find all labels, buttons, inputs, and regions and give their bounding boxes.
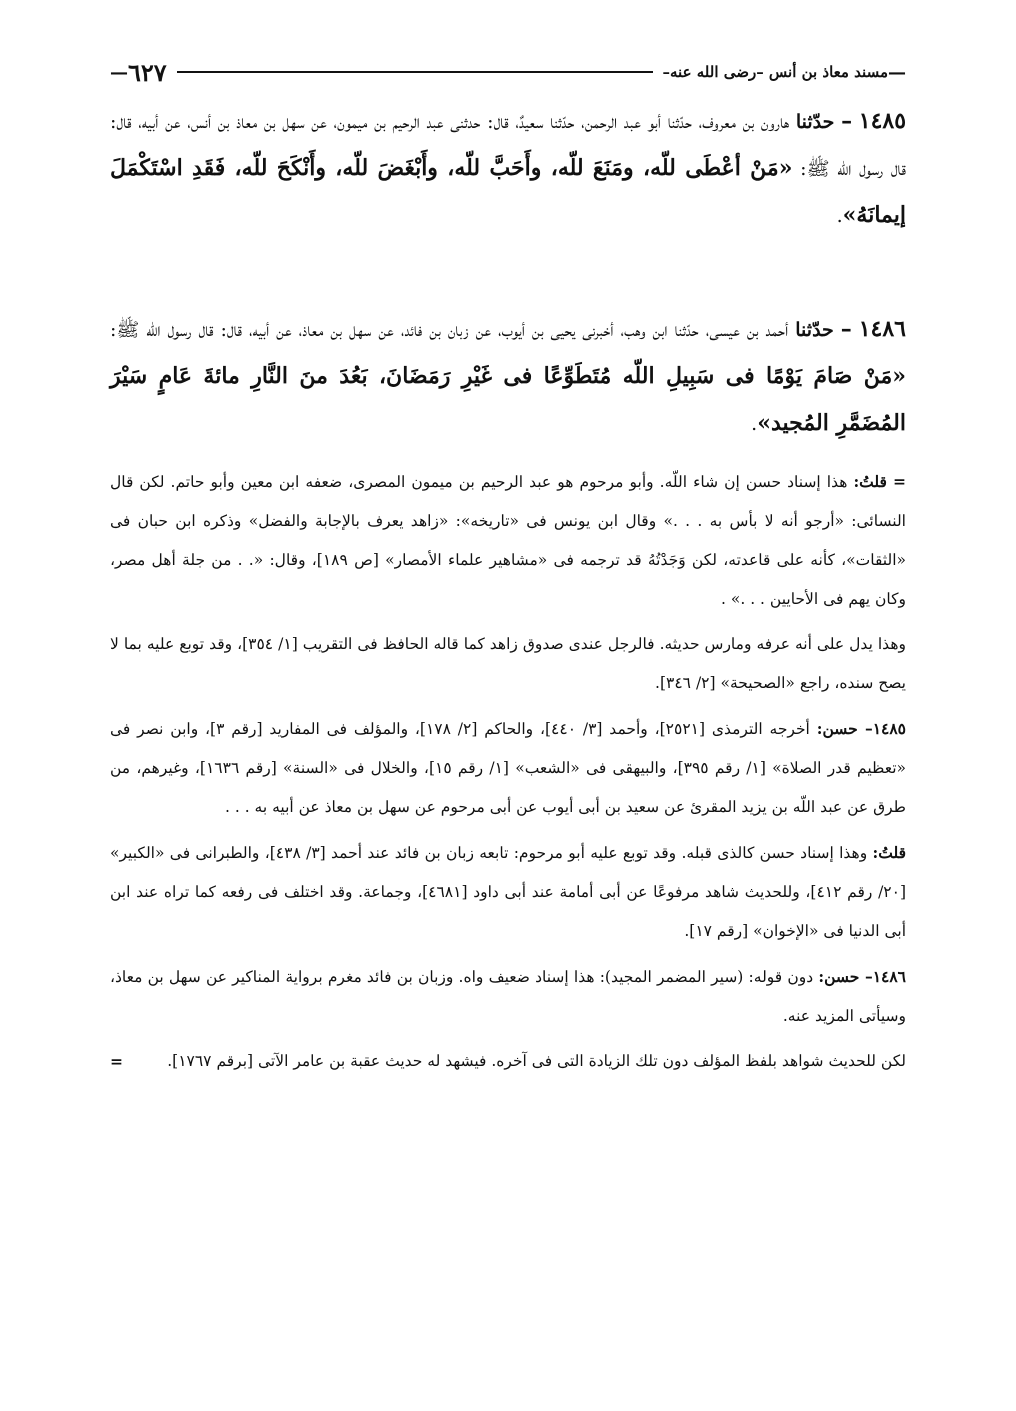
note-text: لكن للحديث شواهد بلفظ المؤلف دون تلك الزيادة التى فى آخره. فيشهد له حديث عقبة بن عامر الآتى [برقم ١٧٦٧]. (167, 1052, 906, 1070)
note-text: هذا إسناد حسن إن شاء اللّه. وأبو مرحوم هو عبد الرحيم بن ميمون المصرى، ضعفه ابن معين وأبو حاتم. لكن قال النسائى: «أرجو أنه لا بأس به . . .» وقال ابن يونس فى «تاريخه»: «زاهد يعرف بالإجابة والفضل» وذكره ابن حبان فى «الثقات»، كأنه على قاعدته، لكن وَجَدْتُهُ قد ترجمه فى «مشاهير علماء الأمصار» [ص ١٨٩]، وقال: «. . من جلة أهل مصر، وكان يهم فى الأحايين . . .» . (110, 473, 906, 608)
hadith-separator: – (841, 108, 853, 134)
footnotes (110, 462, 906, 1087)
note-paragraph (110, 957, 906, 1036)
isnad-text: هارون بن معروف، حدّثنا أبو عبد الرحمن، حدّثنا سعيدٌ، قال: حدثنى عبد الرحيم بن ميمون، عن سهل بن معاذ بن أنس، عن أبيه، قال: قال رسول اللّه ﷺ: (110, 111, 907, 180)
continuation-marker: = (892, 472, 906, 491)
matn-text: «مَنْ صَامَ يَوْمًا فى سَبِيلِ اللّه مُتَطَوِّعًا فى غَيْرِ رَمَضَانَ، بَعُدَ منَ النَّارِ مائةَ عَامٍ سَيْرَ المُضَمَّرِ المُجيد» (110, 363, 906, 436)
header-dash-end: — (110, 61, 128, 83)
note-qult: قلتُ: (872, 843, 906, 862)
isnad-text: أحمد بن عيسى، حدّثنا ابن وهب، أخبرنى يحيى بن أيوب، عن زبان بن فائد، عن سهل بن معاذ، عن أبيه، قال: قال رسول اللّه ﷺ: (110, 319, 789, 341)
header-rule (177, 71, 653, 73)
note-lead: ١٤٨٦– حسن: (818, 967, 907, 986)
matn-text: «مَنْ أعْطَى للّه، ومَنَعَ للّه، وأَحَبَّ للّه، وأَبْغَضَ للّه، وأَنْكَحَ للّه، فَقَدِ اسْتَكْمَلَ إيمانَهُ» (110, 155, 906, 228)
isnad-lead: حدّثنا (795, 111, 835, 133)
note-paragraph (110, 833, 906, 951)
continuation-marker-end: = (110, 1052, 123, 1071)
note-paragraph (110, 625, 906, 703)
hadith-separator: – (840, 316, 852, 342)
note-text: أخرجه الترمذى [٢٥٢١]، وأحمد [٣/ ٤٤٠]، والحاكم [٢/ ١٧٨]، والمؤلف فى المفاريد [رقم ٣]، وابن نصر فى «تعظيم قدر الصلاة» [١/ رقم ٣٩٥]، والبيهقى فى «الشعب» [١/ رقم ١٥]، والخلال فى «السنة» [رقم ١٦٣٦]، وغيرهم، من طرق عن عبد اللّه بن يزيد المقرئ عن سعيد بن أبى أيوب عن أبى مرحوم عن سهل بن معاذ عن أبيه به . . . (110, 720, 906, 816)
page-number: ٦٢٧ (128, 57, 167, 87)
hadith-1486 (110, 306, 906, 447)
page-header (110, 52, 906, 92)
hadith-number: ١٤٨٥ (858, 108, 907, 134)
hadith-end: . (836, 205, 843, 227)
running-title: مسند معاذ بن أنس –رضى الله عنه– (662, 63, 888, 81)
hadith-end: . (751, 413, 758, 435)
note-text: دون قوله: (سير المضمر المجيد): هذا إسناد ضعيف واه. وزبان بن فائد مغرم برواية المناكير عن سهل بن معاذ، وسيأتى المزيد عنه. (110, 968, 906, 1025)
note-text: وهذا يدل على أنه عرفه ومارس حديثه. فالرجل عندى صدوق زاهد كما قاله الحافظ فى التقريب [١/ ٣٥٤]، وقد توبع عليه بما لا يصح سنده، راجع «الصحيحة» [٢/ ٣٤٦]. (110, 635, 906, 692)
note-text: وهذا إسناد حسن كالذى قبله. وقد توبع عليه أبو مرحوم: تابعه زبان بن فائد عند أحمد [٣/ ٤٣٨]، والطبرانى فى «الكبير» [٢٠/ رقم ٤١٢]، وللحديث شاهد مرفوعًا عن أبى أمامة عند أبى داود [٤٦٨١]، وجماعة. وقد اختلف فى رفعه كما تراه عند ابن أبى الدنيا فى «الإخوان» [رقم ١٧]. (110, 844, 907, 940)
note-paragraph (110, 1042, 906, 1081)
hadith-number: ١٤٨٦ (858, 316, 906, 342)
note-paragraph (110, 462, 906, 619)
note-lead: ١٤٨٥– حسن: (816, 719, 907, 738)
header-dash: — (888, 61, 906, 83)
note-paragraph (110, 709, 906, 827)
isnad-lead: حدّثنا (795, 319, 834, 341)
note-qult: قلتُ: (853, 472, 887, 491)
hadith-1485 (110, 98, 906, 239)
